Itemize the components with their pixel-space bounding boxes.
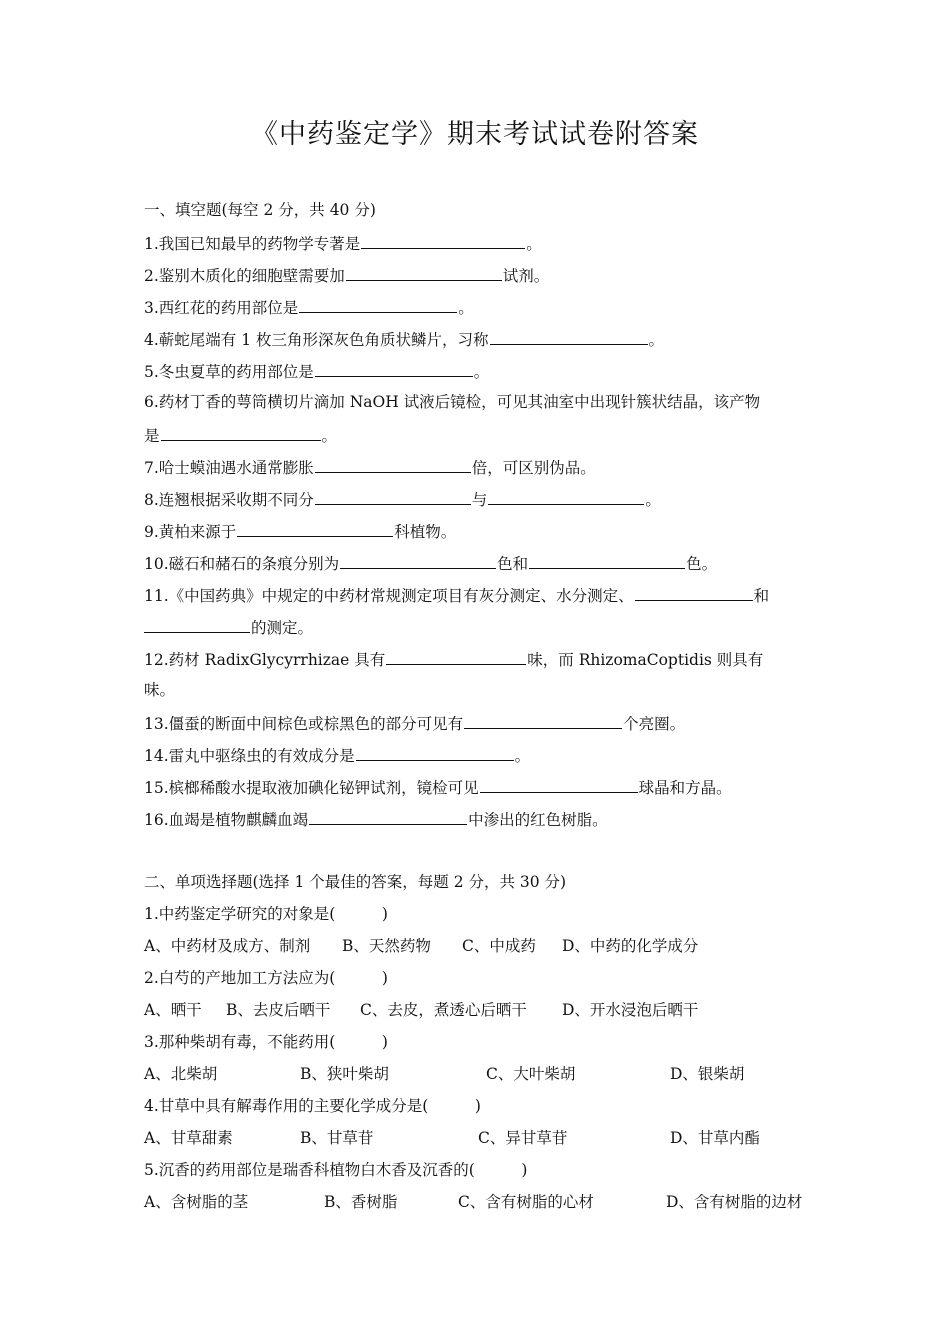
option-b[interactable]: B、甘草苷 xyxy=(300,1129,374,1147)
question-text: 。 xyxy=(645,491,661,509)
question-text: 15.槟榔稀酸水提取液加碘化铋钾试剂，镜检可见 xyxy=(144,779,479,797)
question-text: 2.鉴别木质化的细胞壁需要加 xyxy=(144,267,345,285)
fill-question-13 xyxy=(144,712,685,734)
fill-question-16 xyxy=(144,808,608,830)
answer-blank[interactable] xyxy=(299,296,457,313)
choice-question-5: 5.沉香的药用部位是瑞香科植物白木香及沉香的( ) xyxy=(144,1161,528,1179)
answer-blank[interactable] xyxy=(309,808,467,825)
option-c[interactable]: C、中成药 xyxy=(462,937,536,955)
option-d[interactable]: D、甘草内酯 xyxy=(670,1129,760,1147)
question-text: 球晶和方晶。 xyxy=(638,779,732,797)
option-b[interactable]: B、天然药物 xyxy=(342,937,431,955)
question-text: 色。 xyxy=(686,555,718,573)
answer-blank[interactable] xyxy=(161,424,321,441)
section1-heading: 一、填空题(每空 2 分，共 40 分) xyxy=(144,201,376,219)
answer-blank[interactable] xyxy=(386,648,526,665)
fill-question-4 xyxy=(144,328,664,350)
option-d[interactable]: D、中药的化学成分 xyxy=(562,937,699,955)
option-b[interactable]: B、去皮后晒干 xyxy=(226,1001,331,1019)
option-d[interactable]: D、银柴胡 xyxy=(670,1065,745,1083)
answer-blank[interactable] xyxy=(529,552,685,569)
question-text: 。 xyxy=(526,235,542,253)
option-d[interactable]: D、开水浸泡后晒干 xyxy=(562,1001,699,1019)
option-b[interactable]: B、香树脂 xyxy=(324,1193,398,1211)
fill-question-10 xyxy=(144,552,717,574)
answer-blank[interactable] xyxy=(315,360,473,377)
question-text: 5.冬虫夏草的药用部位是 xyxy=(144,363,314,381)
question-text: 9.黄柏来源于 xyxy=(144,523,237,541)
option-c[interactable]: C、去皮，煮透心后晒干 xyxy=(360,1001,527,1019)
fill-question-12-cont xyxy=(144,680,175,700)
question-text: 是 xyxy=(144,427,160,445)
fill-question-7 xyxy=(144,456,596,478)
question-text: 10.磁石和赭石的条痕分别为 xyxy=(144,555,340,573)
answer-blank[interactable] xyxy=(340,552,496,569)
fill-question-3 xyxy=(144,296,474,318)
option-a[interactable]: A、北柴胡 xyxy=(144,1065,218,1083)
section2-heading: 二、单项选择题(选择 1 个最佳的答案，每题 2 分，共 30 分) xyxy=(144,873,567,891)
question-text: 的测定。 xyxy=(251,619,314,637)
answer-blank[interactable] xyxy=(346,264,502,281)
option-a[interactable]: A、含树脂的茎 xyxy=(144,1193,249,1211)
choice-question-2: 2.白芍的产地加工方法应为( ) xyxy=(144,969,388,987)
question-text: 1.我国已知最早的药物学专著是 xyxy=(144,235,361,253)
question-text: 。 xyxy=(473,363,490,381)
choice-question-1: 1.中药鉴定学研究的对象是( ) xyxy=(144,905,388,923)
fill-question-12 xyxy=(144,648,763,670)
question-text: 试剂。 xyxy=(502,267,550,285)
answer-blank[interactable] xyxy=(237,520,393,537)
question-text: 8.连翘根据采收期不同分 xyxy=(144,491,314,509)
question-text: 和 xyxy=(753,587,770,605)
page-title: 《中药鉴定学》期末考试试卷附答案 xyxy=(251,119,699,150)
question-text: 。 xyxy=(648,331,665,349)
question-text: 11.《中国药典》中规定的中药材常规测定项目有灰分测定、水分测定、 xyxy=(144,587,634,605)
question-text: 6.药材丁香的萼筒横切片滴加 NaOH 试液后镜检，可见其油室中出现针簇状结晶，该产物 xyxy=(144,393,761,411)
fill-question-5 xyxy=(144,360,489,382)
fill-question-11 xyxy=(144,584,769,606)
question-text: 。 xyxy=(514,747,531,765)
option-d[interactable]: D、含有树脂的边材 xyxy=(666,1193,803,1211)
question-text: 。 xyxy=(321,427,338,445)
question-text: 13.僵蚕的断面中间棕色或棕黑色的部分可见有 xyxy=(144,715,464,733)
choice-question-4: 4.甘草中具有解毒作用的主要化学成分是( ) xyxy=(144,1097,481,1115)
question-text: 味，而 RhizomaCoptidis 则具有 xyxy=(527,651,764,669)
question-text: 与 xyxy=(471,491,488,509)
fill-question-11-cont xyxy=(144,616,313,638)
fill-question-2 xyxy=(144,264,549,286)
answer-blank[interactable] xyxy=(144,616,250,633)
question-text: 3.西红花的药用部位是 xyxy=(144,299,299,317)
question-text: 个亮圈。 xyxy=(623,715,686,733)
fill-question-9 xyxy=(144,520,456,542)
answer-blank[interactable] xyxy=(361,232,525,249)
answer-blank[interactable] xyxy=(315,488,471,505)
question-text: 色和 xyxy=(497,555,529,573)
question-text: 。 xyxy=(458,299,474,317)
choice-question-3: 3.那种柴胡有毒，不能药用( ) xyxy=(144,1033,388,1051)
question-text: 科植物。 xyxy=(394,523,457,541)
option-a[interactable]: A、甘草甜素 xyxy=(144,1129,233,1147)
question-text: 16.血竭是植物麒麟血竭 xyxy=(144,811,309,829)
fill-question-1 xyxy=(144,232,542,254)
answer-blank[interactable] xyxy=(490,328,648,345)
option-b[interactable]: B、狭叶柴胡 xyxy=(300,1065,389,1083)
answer-blank[interactable] xyxy=(635,584,753,601)
fill-question-6 xyxy=(144,392,760,412)
question-text: 4.蕲蛇尾端有 1 枚三角形深灰色角质状鳞片，习称 xyxy=(144,331,489,349)
option-c[interactable]: C、异甘草苷 xyxy=(478,1129,568,1147)
fill-question-8 xyxy=(144,488,661,510)
fill-question-14 xyxy=(144,744,530,766)
question-text: 14.雷丸中驱绦虫的有效成分是 xyxy=(144,747,355,765)
answer-blank[interactable] xyxy=(356,744,514,761)
option-c[interactable]: C、含有树脂的心材 xyxy=(458,1193,594,1211)
answer-blank[interactable] xyxy=(315,456,471,473)
option-a[interactable]: A、晒干 xyxy=(144,1001,202,1019)
option-c[interactable]: C、大叶柴胡 xyxy=(486,1065,576,1083)
fill-question-15 xyxy=(144,776,732,798)
question-text: 味。 xyxy=(144,681,176,699)
question-text: 中渗出的红色树脂。 xyxy=(468,811,608,829)
question-text: 12.药材 RadixGlycyrrhizae 具有 xyxy=(144,651,386,669)
answer-blank[interactable] xyxy=(480,776,638,793)
answer-blank[interactable] xyxy=(488,488,644,505)
fill-question-6-cont xyxy=(144,424,337,446)
question-text: 倍，可区别伪品。 xyxy=(471,459,596,477)
question-text: 7.哈士蟆油遇水通常膨胀 xyxy=(144,459,314,477)
answer-blank[interactable] xyxy=(464,712,622,729)
option-a[interactable]: A、中药材及成方、制剂 xyxy=(144,937,311,955)
